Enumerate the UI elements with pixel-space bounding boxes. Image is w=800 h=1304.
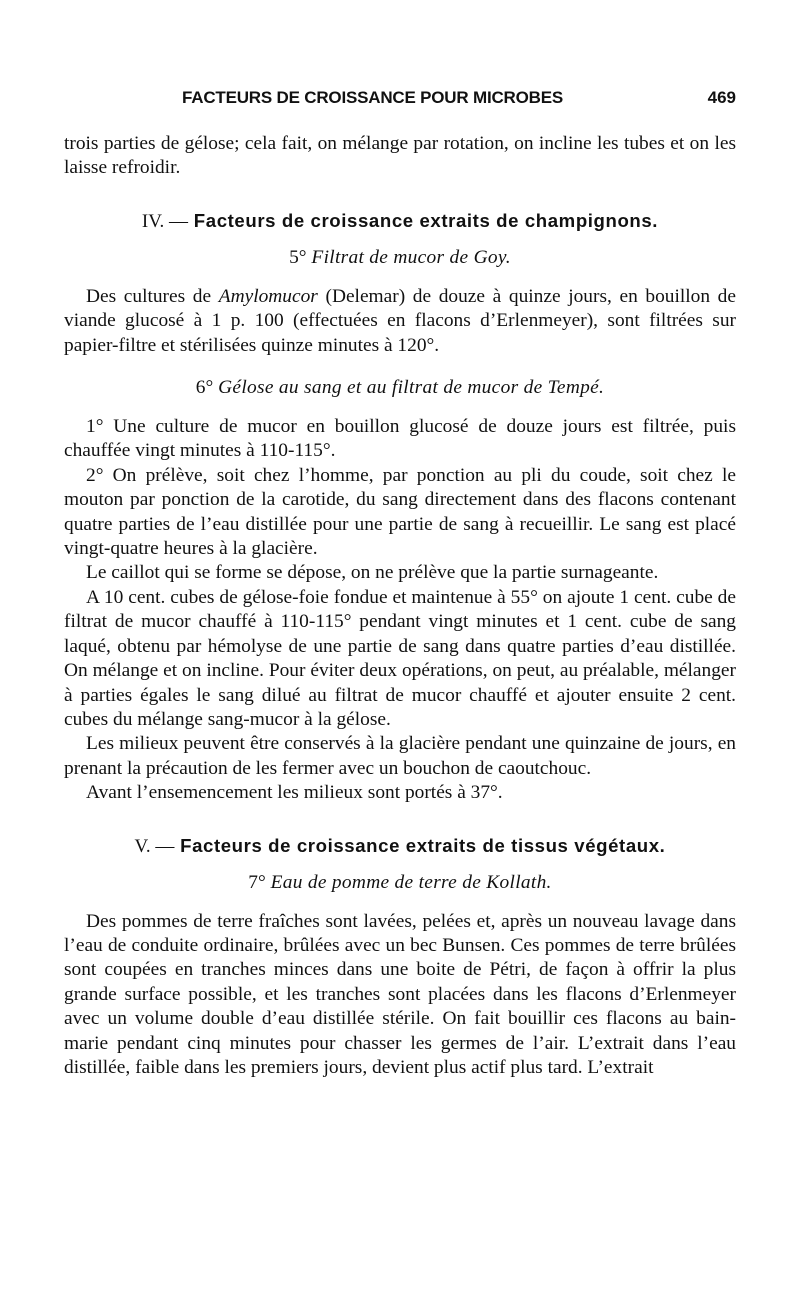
organism-name: Amylomucor — [218, 285, 318, 307]
paragraph-6-2: 2° On prélève, soit chez l’homme, par ponction au pli du coude, soit chez le mouton par ponction de la carotide, du sang directement dans des flacons contenant quatre parties de l’eau distillée pour une partie de sang à recueillir. Le sang est placé vingt-quatre heures à la glacière. — [64, 464, 736, 560]
paragraph-6-3: Le caillot qui se forme se dépose, on ne prélève que la partie surnageante. — [86, 562, 659, 584]
subheading-5 — [64, 246, 736, 270]
subheading-5-number: 5° — [289, 246, 307, 268]
paragraph-6-1: 1° Une culture de mucor en bouillon glucosé de douze jours est filtrée, puis chauffée vingt minutes à 110-115°. — [64, 416, 736, 462]
paragraph-5-rest: (Delemar) de douze à quinze jours, en bouillon de viande glucosé à 1 p. 100 (effectuées en flacons d’Erlenmeyer), sont filtrées sur papier-filtre et stérilisées quinze minutes à 120°. — [64, 285, 736, 356]
section-number-iv: IV. — — [141, 210, 189, 232]
subheading-6 — [64, 376, 736, 400]
section-title-v: Facteurs de croissance extraits de tissus végétaux. — [180, 834, 666, 856]
paragraph-intro: trois parties de gélose; cela fait, on mélange par rotation, on incline les tubes et on les laisse refroidir. — [64, 133, 736, 179]
paragraph-5 — [64, 285, 736, 358]
paragraph-6-4: A 10 cent. cubes de gélose-foie fondue et maintenue à 55° on ajoute 1 cent. cube de filtrat de mucor chauffé à 110-115° pendant vingt minutes et 1 cent. cube de sang laqué, obtenu par hémolyse de une partie de sang dans quatre parties d’eau distillée. On mélange et on incline. Pour éviter deux opérations, on peut, au préalable, mélanger à parties égales le sang dilué au filtrat de mucor chauffé et ajouter ensuite 2 cent. cubes du mélange sang-mucor à la gélose. — [64, 586, 736, 730]
paragraph-6-5: Les milieux peuvent être conservés à la glacière pendant une quinzaine de jours, en prenant la précaution de les fermer avec un bouchon de caoutchouc. — [64, 733, 736, 779]
section-heading-v — [64, 833, 736, 860]
subheading-7-number: 7° — [248, 871, 266, 893]
paragraph-7-1: Des pommes de terre fraîches sont lavées, pelées et, après un nouveau lavage dans l’eau de conduite ordinaire, brûlées avec un bec Bunsen. Ces pommes de terre brûlées sont coupées en tranches minces dans une boite de Pétri, de façon à offrir la plus grande surface possible, et les tranches sont placées dans les flacons d’Erlenmeyer avec un volume double d’eau distillée stérile. On fait bouillir ces flacons au bain-marie pendant cinq minutes pour chasser les germes de l’air. L’extrait dans l’eau distillée, faible dans les premiers jours, devient plus actif plus tard. L’extrait — [64, 910, 736, 1078]
section-heading-iv — [64, 208, 736, 235]
subheading-6-title: Gélose au sang et au filtrat de mucor de Tempé. — [218, 377, 605, 399]
subheading-7 — [64, 871, 736, 895]
page-number: 469 — [707, 88, 736, 107]
subheading-6-number: 6° — [195, 377, 214, 399]
paragraph-6-6: Avant l’ensemencement les milieux sont portés à 37°. — [86, 782, 503, 804]
subheading-7-title: Eau de pomme de terre de Kollath. — [270, 871, 552, 893]
body-text — [64, 132, 736, 1080]
subheading-5-title: Filtrat de mucor de Goy. — [311, 246, 511, 268]
running-title: FACTEURS DE CROISSANCE POUR MICROBES — [182, 88, 564, 107]
page-header — [64, 88, 736, 114]
paragraph-5-lead: Des cultures de — [86, 285, 212, 307]
section-title-iv: Facteurs de croissance extraits de champignons. — [193, 209, 659, 231]
section-number-v: V. — — [134, 835, 175, 857]
